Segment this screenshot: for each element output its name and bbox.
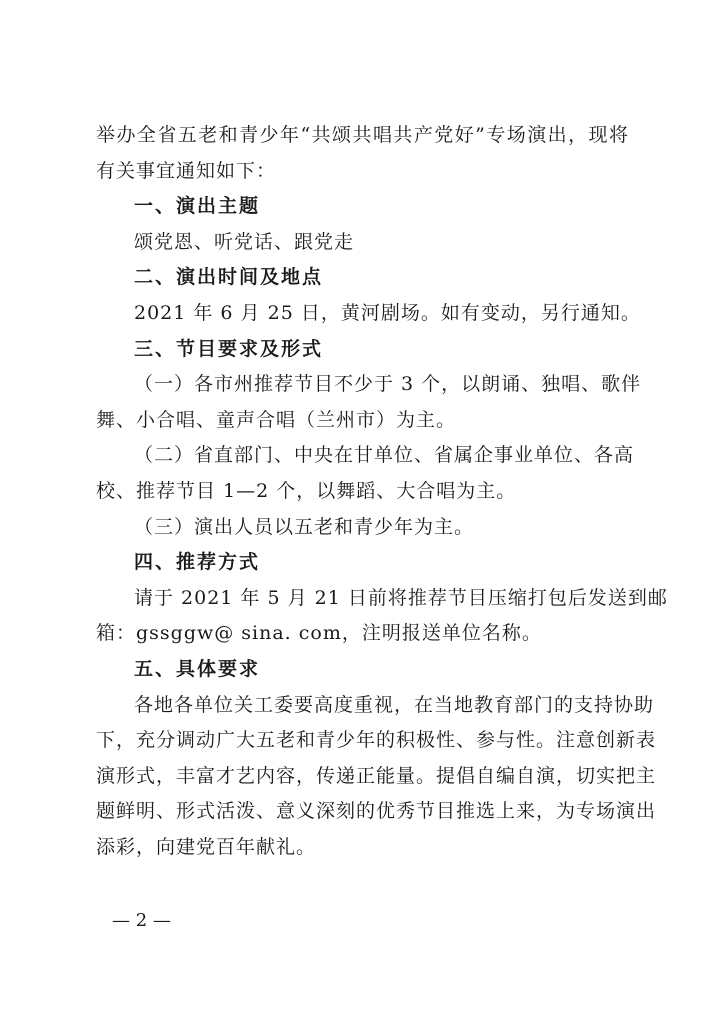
- page-number: — 2 —: [112, 910, 171, 931]
- paragraph-line: 添彩，向建党百年献礼。: [96, 835, 317, 858]
- section-heading-specific-requirements: 五、具体要求: [134, 657, 261, 680]
- paragraph-line: 校、推荐节目 1—2 个，以舞蹈、大合唱为主。: [96, 479, 517, 502]
- section-heading-time-place: 二、演出时间及地点: [134, 266, 324, 289]
- paragraph-line: 题鲜明、形式活泼、意义深刻的优秀节目推选上来，为专场演出: [96, 800, 657, 823]
- paragraph-line: （一）各市州推荐节目不少于 3 个，以朗诵、独唱、歌伴: [134, 373, 642, 396]
- paragraph-line: 2021 年 6 月 25 日，黄河剧场。如有变动，另行通知。: [134, 301, 641, 324]
- paragraph-line: 举办全省五老和青少年“共颂共唱共产党好”专场演出，现将: [96, 124, 629, 146]
- paragraph-line: 颂党恩、听党话、跟党走: [134, 230, 355, 253]
- paragraph-line: （二）省直部门、中央在甘单位、省属企事业单位、各高: [134, 444, 635, 467]
- paragraph-line: 箱：gssggw@ sina. com，注明报送单位名称。: [96, 622, 542, 645]
- section-heading-theme: 一、演出主题: [134, 195, 261, 218]
- paragraph-line: 演形式，丰富才艺内容，传递正能量。提倡自编自演，切实把主: [96, 764, 657, 787]
- paragraph-line: 舞、小合唱、童声合唱（兰州市）为主。: [96, 408, 457, 431]
- section-heading-recommendation: 四、推荐方式: [134, 551, 261, 574]
- paragraph-line: 请于 2021 年 5 月 21 日前将推荐节目压缩打包后发送到邮: [134, 586, 668, 609]
- paragraph-line: （三）演出人员以五老和青少年为主。: [134, 515, 475, 538]
- paragraph-line: 各地各单位关工委要高度重视，在当地教育部门的支持协助: [134, 693, 655, 716]
- section-heading-program-requirements: 三、节目要求及形式: [134, 337, 324, 360]
- paragraph-line: 下，充分调动广大五老和青少年的积极性、参与性。注意创新表: [96, 729, 657, 752]
- document-body: [96, 118, 668, 865]
- paragraph-line: 有关事宜通知如下：: [96, 159, 277, 182]
